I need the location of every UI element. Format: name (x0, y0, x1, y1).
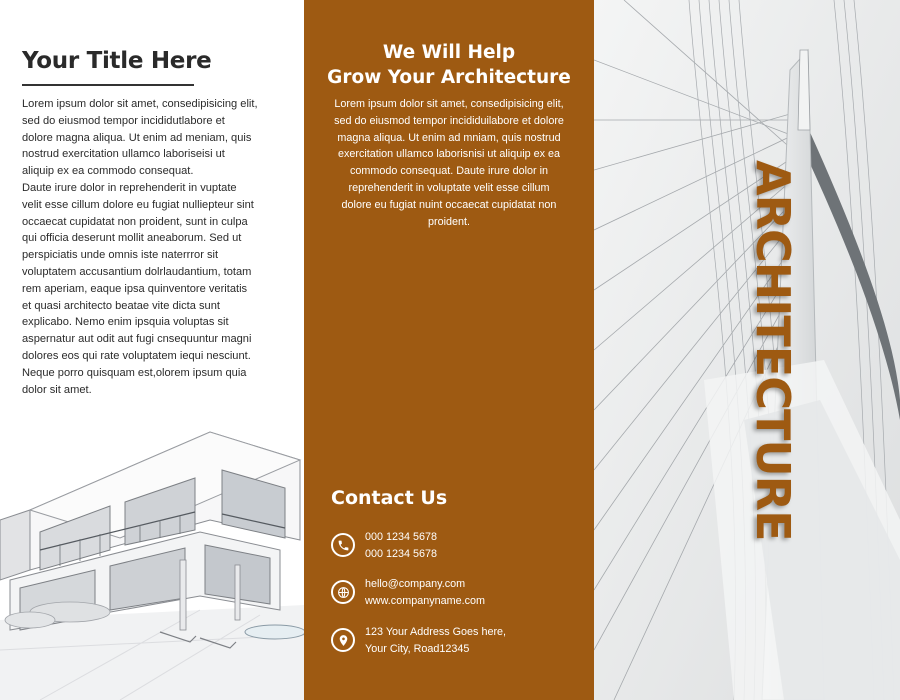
middle-panel (304, 0, 594, 700)
phone-line-2[interactable]: 000 1234 5678 (365, 548, 438, 560)
section-heading (304, 40, 594, 90)
left-panel (0, 0, 304, 700)
left-paragraph-1: Lorem ipsum dolor sit amet, consedipisicing elit, sed do eiusmod tempor incididutlabore et dolore magna aliqua. Ut enim ad meniam, quis nostrud exercitation ullamco laboriseisi ut aliquip ex ea commodo consequat. (22, 98, 258, 178)
contact-phone (331, 529, 581, 569)
location-pin-icon (331, 628, 355, 652)
heading-line-2: Grow Your Architecture (327, 67, 571, 88)
page-title: Your Title Here (22, 48, 212, 74)
email-link[interactable]: hello@company.com (365, 578, 466, 590)
address-line-1: 123 Your Address Goes here, (365, 626, 507, 638)
address-line-2: Your City, Road12345 (365, 643, 470, 655)
heading-line-1: We Will Help (382, 42, 516, 63)
middle-body-text: Lorem ipsum dolor sit amet, consedipisicing elit, sed do eiusmod tempor incididuilabore et dolore magna aliqua. Ut enim ad mniam, quis nostrud exercitation ullamco laborisnisi ut aliquip ex ea commodo consequat. Daute irure dolor in reprehenderit in voluptate velit esse cillum dolore eu fugiat nuint occaecat cupidatat non proident. (334, 98, 564, 228)
website-link[interactable]: www.companyname.com (365, 595, 486, 607)
left-paragraph-2: Daute irure dolor in reprehenderit in vuptate velit esse cillum dolore eu fugiat nulliepteur sint occaecat cupidatat non proident, sunt in culpa qui officia deserunt mollit aneaborum. Sed ut perspiciatis unde omnis iste naterrror sit voluptatem accusantium dolrlaudantium, totam rem aperiam, eaque ipsa quinventore veritatis et quasi architecto beatae vite dicta sunt explicabo. Nemo enim ipsquia voluptas sit aspernatur aut odit aut fugi cnsequuntur magni dolores eos qui rate voluptatem iequi nesciunt. Neque porro quisquam est,olorem ipsum quia dolor sit amet. (22, 181, 254, 396)
phone-line-1[interactable]: 000 1234 5678 (365, 531, 438, 543)
title-underline (22, 84, 194, 86)
contact-address (331, 624, 581, 664)
phone-icon (331, 533, 355, 557)
globe-icon (331, 580, 355, 604)
house-sketch-image (0, 420, 304, 700)
vertical-title: ARCHITECTURE (746, 160, 800, 541)
left-body-text (22, 96, 258, 398)
contact-title: Contact Us (331, 487, 448, 509)
contact-web (331, 576, 581, 616)
